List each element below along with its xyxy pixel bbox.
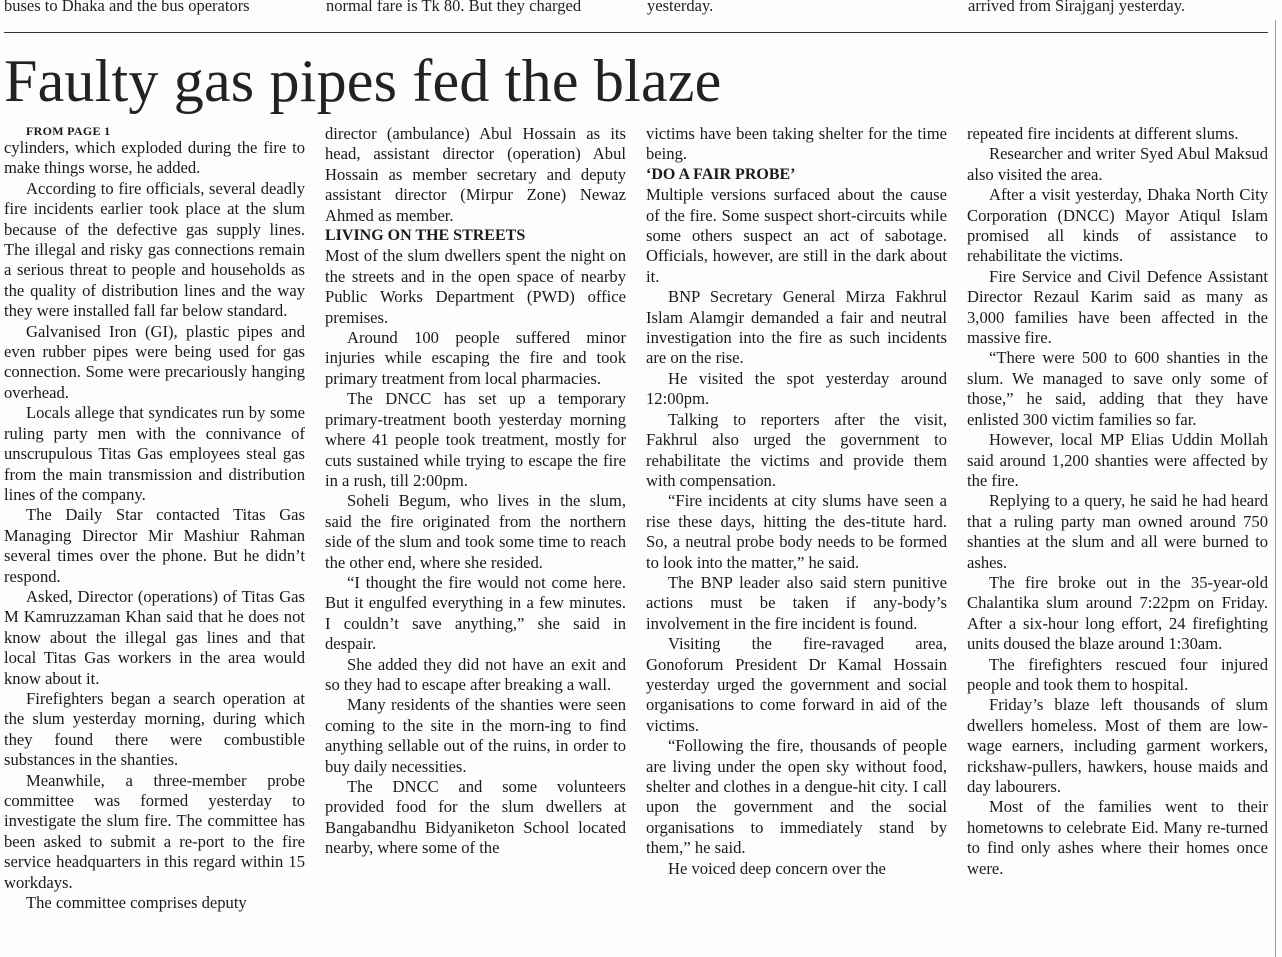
- article-paragraph: Visiting the fire-ravaged area, Gonoforum President Dr Kamal Hossain yesterday urged the government and social organisations to come forward in aid of the victims.: [646, 634, 947, 735]
- article-paragraph: The fire broke out in the 35-year-old Chalantika slum around 7:22pm on Friday. After a six-hour long effort, 24 firefighting units doused the blaze around 1:30am.: [967, 572, 1268, 654]
- article-paragraph: “Following the fire, thousands of people are living under the open sky without food, shelter and clothes in a dengue-hit city. I call upon the government and the social organisations to immediately stand by them,” he said.: [646, 736, 947, 858]
- top-strip-text: arrived from Sirajganj yesterday.: [968, 0, 1186, 15]
- article-paragraph: Talking to reporters after the visit, Fakhrul also urged the government to rehabilitate the victims and provide them with compensation.: [646, 409, 947, 490]
- article-column-2: [325, 124, 626, 950]
- article-paragraph: Asked, Director (operations) of Titas Gas M Kamruzzaman Khan said that he does not know about the illegal gas lines and that local Titas Gas workers in the area would know about it.: [4, 586, 305, 688]
- article-column-3: [646, 124, 947, 950]
- article-paragraph: victims have been taking shelter for the time being.: [646, 124, 947, 164]
- article-paragraph: According to fire officials, several deadly fire incidents earlier took place at the slum because of the defective gas supply lines. The illegal and risky gas connections remain a serious threat to people and households as the quality of distribution lines and the way they were installed fall far below standard.: [4, 178, 305, 321]
- article-paragraph: Most of the families went to their hometowns to celebrate Eid. Many re-turned to find only ashes where their homes once were.: [967, 797, 1268, 878]
- section-subheading: LIVING ON THE STREETS: [325, 227, 526, 245]
- article-paragraph: Locals allege that syndicates run by some ruling party men with the connivance of unscrupulous Titas Gas employees steal gas from the main transmission and distribution lines of the company.: [4, 403, 305, 504]
- article-paragraph: The DNCC and some volunteers provided food for the slum dwellers at Bangabandhu Bidyaniketon School located nearby, where some of the: [325, 777, 626, 858]
- top-strip-previous-article: [0, 0, 1282, 22]
- article-paragraph: Firefighters began a search operation at the slum yesterday morning, during which they found there were combustible substances in the shanties.: [4, 688, 305, 770]
- article-paragraph: He visited the spot yesterday around 12:00pm.: [646, 368, 947, 409]
- article-paragraph: repeated fire incidents at different slums.: [967, 124, 1239, 143]
- kicker-from-page: FROM PAGE 1: [26, 124, 111, 138]
- article-paragraph: The Daily Star contacted Titas Gas Managing Director Mir Mashiur Rahman several times over the phone. But he didn’t respond.: [4, 505, 305, 586]
- article-paragraph: “There were 500 to 600 shanties in the slum. We managed to save only some of those,” he said, adding that they have enlisted 300 victim families so far.: [967, 348, 1268, 429]
- article-paragraph: Most of the slum dwellers spent the night on the streets and in the open space of nearby Public Works Department (PWD) office premises.: [325, 246, 626, 327]
- article-paragraph: Soheli Begum, who lives in the slum, said the fire originated from the northern side of the slum and took some time to reach the other end, where she resided.: [325, 491, 626, 572]
- page-edge-line: [1275, 20, 1276, 957]
- section-divider-rule: [4, 32, 1268, 33]
- article-paragraph: He voiced deep concern over the: [668, 858, 886, 878]
- top-strip-text: normal fare is Tk 80. But they charged: [326, 0, 582, 15]
- article-paragraph: director (ambulance) Abul Hossain as its head, assistant director (operation) Abul Hossain as member secretary and deputy assistant director (Mirpur Zone) Newaz Ahmed as member.: [325, 124, 626, 225]
- section-subheading: ‘DO A FAIR PROBE’: [646, 165, 796, 183]
- article-paragraph: “Fire incidents at city slums have seen a rise these days, hitting the des-titute hard. So, a neutral probe body needs to be formed to look into the matter,” he said.: [646, 491, 947, 572]
- article-paragraph: She added they did not have an exit and so they had to escape after breaking a wall.: [325, 654, 626, 694]
- top-strip-text: yesterday.: [647, 0, 714, 15]
- article-column-1: [4, 124, 305, 950]
- article-paragraph: Multiple versions surfaced about the cause of the fire. Some suspect short-circuits while some others suspect an act of sabotage. Officials, however, are still in the dark about it.: [646, 185, 947, 286]
- article-column-4: [967, 124, 1268, 950]
- article-paragraph: The firefighters rescued four injured people and took them to hospital.: [967, 654, 1268, 694]
- article-paragraph: Replying to a query, he said he had heard that a ruling party man owned around 750 shanties at the slum and all were burned to ashes.: [967, 491, 1268, 572]
- article-paragraph: Fire Service and Civil Defence Assistant Director Rezaul Karim said as many as 3,000 families have been affected in the massive fire.: [967, 266, 1268, 348]
- article-paragraph: However, local MP Elias Uddin Mollah said around 1,200 shanties were affected by the fire.: [967, 430, 1268, 490]
- article-paragraph: After a visit yesterday, Dhaka North City Corporation (DNCC) Mayor Atiqul Islam promised all kinds of assistance to rehabilitate the victims.: [967, 185, 1268, 266]
- article-paragraph: Meanwhile, a three-member probe committee was formed yesterday to investigate the slum fire. The committee has been asked to submit a re-port to the fire service headquarters in this regard within 15 workdays.: [4, 770, 305, 892]
- article-paragraph: Researcher and writer Syed Abul Maksud also visited the area.: [967, 144, 1268, 184]
- article-paragraph: The committee comprises deputy: [26, 893, 247, 913]
- top-strip-text: buses to Dhaka and the bus operators: [4, 0, 250, 15]
- article-paragraph: Friday’s blaze left thousands of slum dwellers homeless. Most of them are low-wage earners, including garment workers, rickshaw-pullers, hawkers, house maids and day labourers.: [967, 695, 1268, 796]
- article-headline: Faulty gas pipes fed the blaze: [4, 48, 722, 114]
- article-paragraph: cylinders, which exploded during the fire to make things worse, he added.: [4, 138, 305, 178]
- article-paragraph: BNP Secretary General Mirza Fakhrul Islam Alamgir demanded a fair and neutral investigation into the fire as such incidents are on the rise.: [646, 287, 947, 368]
- article-paragraph: The DNCC has set up a temporary primary-treatment booth yesterday morning where 41 people took treatment, mostly for cuts sustained while trying to escape the fire in a rush, till 2:00pm.: [325, 389, 626, 490]
- article-paragraph: Around 100 people suffered minor injuries while escaping the fire and took primary treatment from local pharmacies.: [325, 328, 626, 388]
- article-paragraph: “I thought the fire would not come here. But it engulfed everything in a few minutes. I couldn’t save anything,” she said in despair.: [325, 572, 626, 654]
- article-paragraph: Galvanised Iron (GI), plastic pipes and even rubber pipes were being used for gas connection. Some were precariously hanging overhead.: [4, 321, 305, 402]
- article-paragraph: Many residents of the shanties were seen coming to the site in the morn-ing to find anything sellable out of the ruins, in order to buy daily necessities.: [325, 695, 626, 776]
- article-paragraph: The BNP leader also said stern punitive actions must be taken if any-body’s involvement in the fire incident is found.: [646, 572, 947, 633]
